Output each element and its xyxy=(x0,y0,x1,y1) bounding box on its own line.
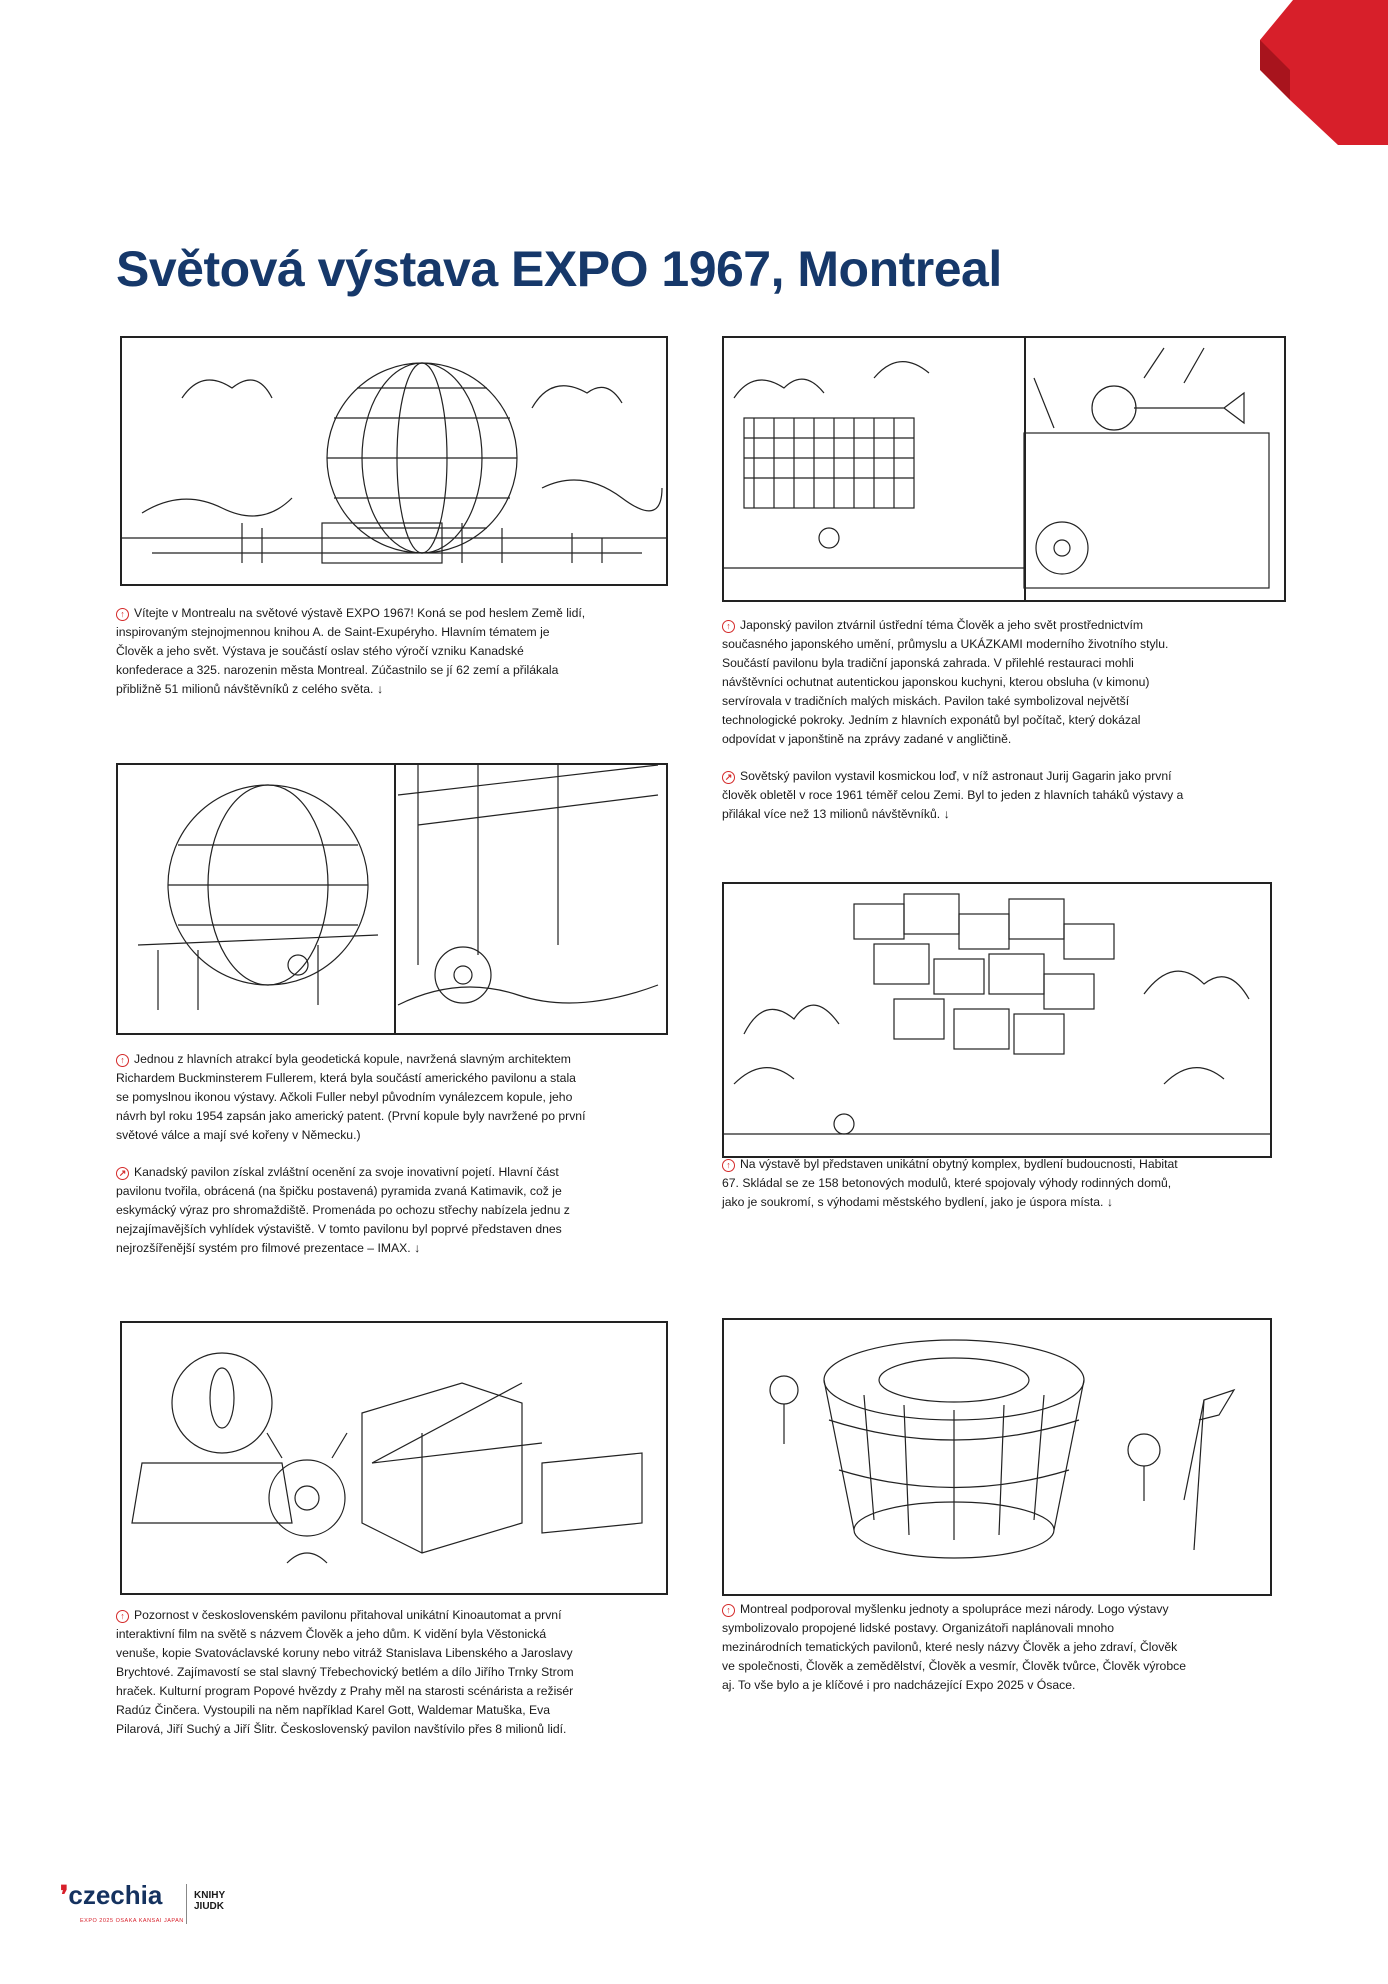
paragraph: ↗ Kanadský pavilon získal zvláštní ocenění za svoje inovativní pojetí. Hlavní část pavilonu tvořila, obrácená (na špičku postavená) pyramida zvaná Katimavik, což je eskymácký výraz pro shromaždiště. Promenáda po ochozu střechy nabízela jednu z nejzajímavějších vyhlídek výstaviště. V tomto pavilonu byl poprvé představen dnes nejrozšířenější systém pro filmové prezentace – IMAX. ↓ xyxy=(116,1165,570,1255)
paragraph: ↑ Jednou z hlavních atrakcí byla geodetická kopule, navržená slavným architektem Richardem Buckminsterem Fullerem, která byla součástí amerického pavilonu a stala se pomyslnou ikonou výstavy. Ačkoli Fuller nebyl původním vynálezcem kopule, jeho návrh byl roku 1954 zapsán jako americký patent. (První kopule byly navržené po první světové válce a mají své kořeny v Německu.) xyxy=(116,1052,586,1142)
panel-divider xyxy=(394,765,396,1033)
illustration-panel-1 xyxy=(120,336,668,586)
corner-decoration xyxy=(1238,0,1388,150)
paragraph: ↗ Sovětský pavilon vystavil kosmickou loď, v níž astronaut Jurij Gagarin jako první člověk obletěl v roce 1961 téměř celou Zemi. Byl to jeden z hlavních taháků výstavy a přilákal více než 13 milionů návštěvníků. ↓ xyxy=(722,769,1184,821)
arrow-up-icon: ↑ xyxy=(722,1604,735,1617)
paragraph: ↑ Montreal podporoval myšlenku jednoty a spolupráce mezi národy. Logo výstavy symbolizovalo propojené lidské postavy. Organizátoři naplánovali mnoho mezinárodních tematických pavilonů, které nesly názvy Člověk a jeho zdraví, Člověk ve společnosti, Člověk a zemědělství, Člověk a vesmír, Člověk tvůrce, Člověk výrobce aj. To vše bylo a je klíčové i pro nadcházející Expo 2025 v Ósace. xyxy=(722,1602,1186,1692)
caption-3 xyxy=(116,1050,586,1276)
arrow-up-icon: ↑ xyxy=(116,1610,129,1623)
czechia-mark-icon: ❜ xyxy=(60,1880,69,1910)
habitat-67-sketch xyxy=(724,884,1270,1156)
caption-4 xyxy=(722,1155,1192,1230)
illustration-panel-5 xyxy=(120,1321,668,1595)
japanese-and-soviet-pavilion-sketch xyxy=(724,338,1284,600)
arrow-up-icon: ↑ xyxy=(116,1054,129,1067)
czechoslovak-pavilion-sketch xyxy=(122,1323,666,1593)
knihy-logo-line2: JIUDK xyxy=(194,1901,225,1912)
paragraph: ↑ Pozornost v československém pavilonu přitahoval unikátní Kinoautomat a první interaktivní film na světě s názvem Člověk a jeho dům. K vidění byla Věstonická venuše, kopie Svatováclavské koruny nebo vitráž Stanislava Libenského a Jaroslavy Brychtové. Zajímavostí se stal slavný Třebechovický betlém a dílo Jiřího Trnky Strom hraček. Kulturní program Popové hvězdy z Prahy měl na starosti scénárista a režisér Radúz Činčera. Vystoupili na něm například Karel Gott, Waldemar Matuška, Eva Pilarová, Jiří Suchý a Jiří Šlitr. Československý pavilon navštívilo přes 8 milionů lidí. xyxy=(116,1608,574,1736)
illustration-panel-6 xyxy=(722,1318,1272,1596)
paragraph: ↑ Vítejte v Montrealu na světové výstavě EXPO 1967! Koná se pod heslem Země lidí, inspirovaným stejnojmennou knihou A. de Saint-Exupéryho. Hlavním tématem je Člověk a jeho svět. Výstava je součástí oslav stého výročí vzniku Kanadské konfederace a 325. narozenin města Montreal. Zúčastnilo se jí 62 zemí a přilákala přibližně 51 milionů návštěvníků z celého světa. ↓ xyxy=(116,606,586,696)
arrow-up-icon: ↑ xyxy=(722,620,735,633)
geodesic-dome-sketch xyxy=(122,338,666,584)
footer-separator xyxy=(186,1884,187,1924)
caption-6 xyxy=(722,1600,1192,1713)
page-title: Světová výstava EXPO 1967, Montreal xyxy=(116,241,1002,297)
knihy-logo-line1: KNIHY xyxy=(194,1890,226,1901)
pavilion-logo-sketch xyxy=(724,1320,1270,1594)
czechia-logo-subtitle: EXPO 2025 OSAKA KANSAI JAPAN xyxy=(80,1918,184,1924)
czechia-logo: ❜czechia xyxy=(60,1880,163,1910)
illustration-panel-3 xyxy=(116,763,668,1035)
caption-1 xyxy=(116,604,586,717)
caption-2 xyxy=(722,616,1192,842)
arrow-up-icon: ↑ xyxy=(116,608,129,621)
paragraph: ↑ Na výstavě byl představen unikátní obytný komplex, bydlení budoucnosti, Habitat 67. Skládal se ze 158 betonových modulů, které spojovaly výhody rodinných domů, jako je soukromí, s výhodami městského bydlení, jako je úspora místa. ↓ xyxy=(722,1157,1178,1209)
panel-divider xyxy=(1024,338,1026,600)
arrow-right-icon: ↗ xyxy=(722,771,735,784)
illustration-panel-2 xyxy=(722,336,1286,602)
caption-5 xyxy=(116,1606,586,1757)
knihy-logo xyxy=(194,1890,225,1912)
dome-and-katimavik-sketch xyxy=(118,765,666,1033)
arrow-up-icon: ↑ xyxy=(722,1159,735,1172)
arrow-right-icon: ↗ xyxy=(116,1167,129,1180)
illustration-panel-4 xyxy=(722,882,1272,1158)
paragraph: ↑ Japonský pavilon ztvárnil ústřední téma Člověk a jeho svět prostřednictvím současného japonského umění, průmyslu a UKÁZKAMI moderního životního stylu. Součástí pavilonu byla tradiční japonská zahrada. V přilehlé restauraci mohli návštěvníci ochutnat autentickou japonskou kuchyni, kterou obsluha (v kimonu) servírovala v tradičních malých miskách. Pavilon také symbolizoval největší technologické pokroky. Jedním z hlavních exponátů byl počítač, který dokázal odpovídat v japonštině na zprávy zadané v angličtině. xyxy=(722,618,1169,746)
